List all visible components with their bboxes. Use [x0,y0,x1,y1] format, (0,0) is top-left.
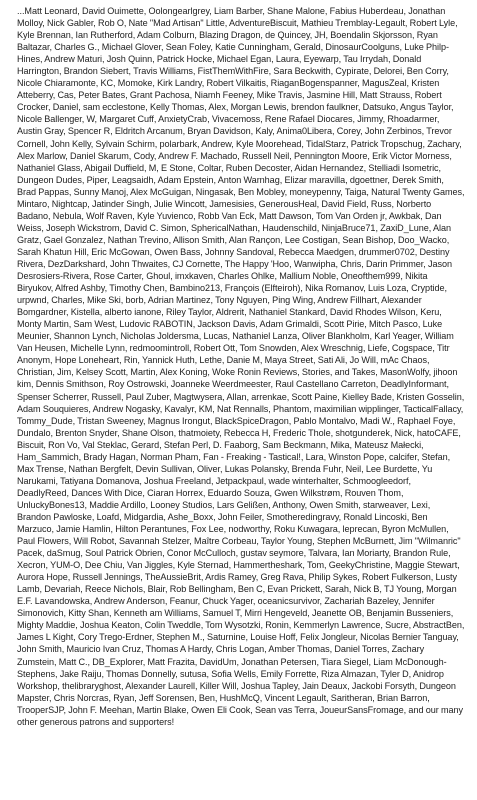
patron-credits-paragraph: ...Matt Leonard, David Ouimette, Oolongearlgrey, Liam Barber, Shane Malone, Fabius Huberdeau, Jonathan Molloy, Nick Gabler, Rob O, Nate "Mad Artisan" Little, AdventureBiscuit, Mathieu Tremblay-Legault, Robert Lyle, Kyle Brennan, Ian Rutherford, Adam Colburn, Blazing Dragon, de Quincey, JH, Boendalin Skjorsson, Ryan Baltazar, Charles G., Michael Glover, Sean Foley, Katie Cunningham, Gerald, DinosaurCoolguns, Luke Philp-Hines, Andrew Maturi, Josh Quinn, Patrick Hocke, Michael Egan, Laura, Eyewarp, Tau Irrydah, Donald Harrington, Brandon Siebert, Travis Williams, FistThemWithFire, Sara Beckwith, Cypirate, Delorei, Ben Corry, Nicole Chiaramonte, KC, Momoke, Kirk Landry, Robert Vilkaitis, RiaganBogenspanner, MagusZeal, Kristen Atteberry, Cas, Peter Bates, Grant Pachosa, Niamh Feeney, Mike Travis, Jasmine Hill, Matt Strauss, Robert Crocker, Daniel, sam ecclestone, Kelly Thomas, Alex, Morgan Lewis, brendon faulkner, Datsuko, Angus Taylor, Nicole Ballenger, W, Margaret Cuff, AnxietyCrab, Vivacemoss, Rene Rafael Diocares, Jimmy, Rhoadarmer, Austin Gray, Spencer R, Eldritch Arcanum, Bryan Davidson, Kaly, Anima0Libera, Corey, John Zerbinos, Trevor Cornell, John Kelly, Sylvain Schirm, polarbark, Andrew, Kyle Moorehead, TidalStarz, Patrick Tropschug, Zachary, Alex Marlow, Daniel Skarum, Cody, Andrew F. Machado, Russell Neil, Pennington Moore, Erik Victor Morness, Nathaniel Glass, Abigail Duffield, M, E Stone, Coltar, Ruben Decoster, Aidan Hernandez, Stelliadi Isometric, Dungeon Dudes, Piper, Leagsaidh, Adam Epstein, Anton Warnhag, Elizar maravilla, dgoettner, Derek Smith, Brad Pappas, Sunny Manoj, Alex McGuigan, Ningasak, Ben Mobley, moneypenny, Taiga, Natural Twenty Games, Mintaro, Nightcap, Jatinder Singh, Julie Wincott, Jamesisies, GenerousHeal, David Field, Russ, Norberto Badano, Nebula, Wolf Raven, Kyle Yuvienco, Robb Van Eck, Matt Dawson, Tom Van Orden jr, Awkbak, Dan Weiss, Joseph Wickstrom, David C. Simon, SphericalNathan, Haudenschild, NinjaBruce71, ZaxiD_Lune, Alan Gratz, Gael Gonzalez, Nathan Trevino, Allison Smith, Alan Rançon, Lee Costigan, Sean Bishop, Doo_Wacko, Sarah Khatun Hill, Eric McGowan, Owen Bass, Johnny Sandoval, Rebecca Maedgen, drummer0702, Destiny Rivera, DezDarkshard, John Thwaites, CJ Cornette, The Happy 'Hoo, Wanwipha, Chris, Darin Primmer, Jason Desrosiers-Rivera, Rose Carter, Ghoul, imxkaven, Charles Ohlke, Mallium Noble, Oneofthem999, Nikita Biryukov, Alfred Ashby, Timothy Chen, Bambino213, François (Elfteiroh), Nika Romanov, Luis Loza, Cryptide, urpwnd, Charles, Mike Ski, borb, Adrian Martinez, Tony Nguyen, Ping Wing, Andrew Fillhart, Alexander Bomgardner, Kistella, alberto ianone, Riley Taylor, Aldrerit, Nathaniel Stankard, David Rhodes Wilson, Keru, Monty Martin, Sam West, Ludovic RABOTIN, Jackson Davis, Adam Grimaldi, Scott Pirie, Mitch Pasco, Luke Meunier, Shannon Lynch, Nicholas Joldersma, Lucas, Nathaniel Lanza, Oliver Blankholm, Karl Yeager, William Van Heusen, Michelle Lynn, redmoomintroll, Robert Ott, Tom Snowden, Alex Wreschnig, Liefe, Cogspace, Titr Anonym, Hope Loneheart, Rin, Yannick Huth, Lethe, Danie M, Maya Street, Sati Ali, Jo Will, mAc Chaos, Christian, Jim, Kelsey Scott, Martin, Alex Koning, Woke Ronin Reviews, Stories, and Takes, MasonWolfy, jihoon kim, Dennis Smithson, Roy Ostrowski, Joanneke Weerdmeester, Raul Castellano Carreton, DeadlyInformant, Spenser Scherrer, Russell, Paul Zuber, Magtwysera, Allan, arrenkae, Scott Paine, Kielley Bade, Kristen Gosselin, Adam Souquieres, Andrew Nogasky, Kavalyr, KM, Nat Rennalls, Phantom, maximilian wipplinger, TacticalFallacy, Tommy_Dude, Tristan Sweeney, Magnus Irongut, BlackSpiceDragon, Pablo Montalvo, Madi W., Raphael Foye, Dundalo, Brenton Snyder, Shane Olson, thatmoiety, Rebecca H, Frederic Thole, shotgunderek, Nick, hatoCAFE, Biscuit, Ron Vo, Val Steklac, Gerard, Stefan Perl, D. Faaborg, Sam Beckmann, Mika, Mateusz Małecki, Ham_Sammich, Brady Hagan, Norman Pham, Fan - Freaking - Tastical!, Lara, Winston Pope, calcifer, Stefan, Max Trense, Nathan Bergfelt, Devin Sullivan, Oliver, Lukas Polansky, Brenda Fuhr, Neil, Lee Burdette, Yu Narukami, Tatiyana Domanova, Joshua Freeland, Jetpackpaul, wade winterhalter, Schmoogleedorf, DeadlyReed, Dances With Dice, Ciaran Horrex, Eduardo Souza, Gwen Wilkstrøm, Rouven Thom, UnluckyBones13, Maddie Ardillo, Looney Studios, Lars Gelißen, Anthony, Owen Smith, starweaver, Lexi, Brandon Pawloske, Loafd, Midgardia, Ashe_Boxx, John Feiler, Smotheredingravy, Ronald Lincoski, Ben Marzuco, Jamie Hamlin, Hilton Perantunes, Fox Lee, nodworthy, Roku Kuwagara, leprecan, Byron McMullen, Paul Flowers, Will Robot, Savannah Stelzer, Maître Corbeau, Taylor Young, Stephen McBurnett, Jim "Wilmanric" Pacek, daSmug, Soul Patrick Obrien, Conor McCulloch, gustav seymore, Talvara, Ian Moriarty, Brandon Rule, Xecron, YUM-O, Dee Chiu, Van Jiggles, Kyle Sternad, Hammertheshark, Tom, GeekyChristine, Maggie Stewart, Aurora Hope, Russell Jennings, TheAussieBrit, Ardis Ramey, Greg Rava, Philip Sykes, Robert Fulkerson, Lusty Lamb, Devariah, Reece Nichols, Blair, Rob Bellingham, Ben C, Evan Prickett, Sarah, Nick B, TJ Young, Morgan E.F. Lavandowska, Andrew Anderson, Feanur, Chuck Yager, oceanicsurvivor, Zachariah Bazeley, Jennifer Simonovich, Kitty Shan, Kenneth am Williams, Samuel T, Mirri Hengeveld, Jeanette OB, Benjamin Busseniers, Mighty Maddie, Joshua Keaton, Colin Tweddle, Tom Wysotzki, Ronin, Kemmerlyn Lawrence, Sucre, AbstractBen, James L Kight, Cory Trego-Erdner, Stephen M., Saturnine, Louise Hoff, Felix Jongleur, Nicolas Bernier Tanguay, John Smith, Mauricio Ivan Cruz, Thomas A Hardy, Chris Logan, Amber Thomas, Daniel Torres, Zachary Zumstein, Matt C., DB_Explorer, Matt Frazita, DavidUm, Jonathan Petersen, Tiara Siegel, Liam McDonough-Stephens, Jake Raiju, Thomas Donnelly, sutusa, Sofia Wells, Emily Forrette, Riza Almazan, Tyler D, Anidrop Workshop, thelibraryghost, Alexander Laurell, Killer Will, Joshua Tapley, Jain Deaux, Jackobi Forsyth, Dungeon Mapster, Chris Norcras, Ryan, Jeff Sorensen, Ben, HushMcQ, Vincent Legault, Saritheran, Brian Barron, TrooperSJP, John F. Meehan, Martin Blake, Owen Eli Cook, Sean vas Terra, JoueurSansFromage, and our many other generous patrons and supporters! [17,6,465,727]
